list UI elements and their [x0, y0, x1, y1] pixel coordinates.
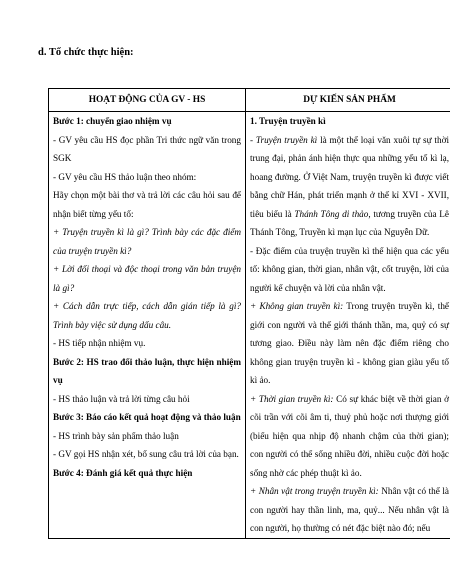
right-column-cell — [246, 112, 450, 539]
step3-line1: - HS trình bày sản phẩm thảo luận — [53, 430, 179, 441]
paragraph-4-text: Có sự khác biệt về thời gian ở cõi trần với cõi âm ti, thuỷ phủ hoặc nơi thượng giới (biểu hiện qua nhịp độ nhanh chậm của thời gian); con người có thể sống nhiều đời, nhiều cuộc đời hoặc sống nhờ các phép thuật kì ảo. — [250, 393, 449, 478]
step3-line2: - GV gọi HS nhận xét, bổ sung câu trả lời của bạn. — [53, 449, 239, 459]
table-row — [49, 112, 450, 539]
paragraph-5-text: Nhân vật có thể là con người hay thần linh, ma, quỷ... Nếu nhân vật là con người, họ thường có nét đặc biệt nào đó; nếu — [250, 486, 449, 533]
term-khong-gian: + Không gian truyền kì: — [250, 301, 344, 311]
paragraph-1-text-a: là một thể loại văn xuôi tự sự thời trung đại, phản ánh hiện thực qua những yếu tố kì lạ, hoang đường. Ở Việt Nam, truyện truyền kì được viết bằng chữ Hán, phát triển mạnh ở thế kỉ XVI - XVII, tiêu biểu là — [250, 134, 449, 219]
product-paragraph-1 — [250, 131, 449, 242]
work-title: Thánh Tông di thảo — [294, 208, 369, 219]
step4-title: Bước 4: Đánh giá kết quả thực hiện — [53, 467, 193, 478]
step2-line1: - HS thảo luận và trả lời từng câu hỏi — [53, 393, 190, 404]
term-thoi-gian: + Thời gian truyền kì: — [250, 393, 334, 404]
table-header-row — [49, 89, 450, 112]
left-column-cell — [49, 112, 246, 539]
header-teacher-student-activity: HOẠT ĐỘNG CỦA GV - HS — [49, 89, 246, 112]
step1-line4: - HS tiếp nhận nhiệm vụ. — [53, 338, 146, 348]
step2-title: Bước 2: HS trao đổi thảo luận, thực hiện nhiệm vụ — [53, 356, 241, 385]
product-paragraph-3 — [250, 297, 449, 390]
paragraph-3-text: Trong truyện truyền kì, thế giới con người và thế giới thánh thần, ma, quỷ có sự tương giao. Điều này làm nên đặc điểm riêng cho không gian truyện truyền kì - không gian giàu yếu tố kì ảo. — [250, 301, 449, 385]
product-paragraph-5 — [250, 482, 449, 538]
product-paragraph-4 — [250, 390, 449, 483]
question-1: + Truyện truyền kì là gì? Trình bày các đặc điểm của truyện truyền kì? — [53, 227, 241, 256]
product-title: 1. Truyện truyền kì — [250, 116, 326, 126]
section-heading: d. Tổ chức thực hiện: — [38, 47, 134, 58]
activity-table — [48, 88, 450, 539]
question-3: + Cách dẫn trực tiếp, cách dẫn gián tiếp là gì? Trình bày việc sử dụng dấu câu. — [53, 301, 241, 330]
term-nhan-vat: + Nhân vật trong truyện truyền kì: — [250, 486, 379, 496]
paragraph-1-text-b: , tương truyền của Lê Thánh Tông, Truyền kì mạn lục của Nguyễn Dữ. — [250, 208, 449, 237]
header-expected-products: DỰ KIẾN SẢN PHẨM — [246, 89, 450, 112]
step1-line1: - GV yêu cầu HS đọc phần Tri thức ngữ văn trong SGK — [53, 134, 241, 163]
step1-line2: - GV yêu cầu HS thảo luận theo nhóm: — [53, 171, 197, 182]
question-2: + Lời đối thoại và độc thoại trong văn bản truyện là gì? — [53, 264, 241, 293]
step3-title: Bước 3: Báo cáo kết quả hoạt động và thảo luận — [53, 412, 241, 422]
term-truyen-truyen-ki: - Truyện truyền kì — [250, 134, 318, 145]
step1-title: Bước 1: chuyển giao nhiệm vụ — [53, 116, 172, 126]
step1-line3: Hãy chọn một bài thơ và trả lời các câu hỏi sau để nhận biết từng yếu tố: — [53, 190, 241, 219]
product-paragraph-2: - Đặc điểm của truyện truyền kì thể hiện qua các yếu tố: không gian, thời gian, nhân vật, cốt truyện, lời của người kể chuyện và lời của nhân vật. — [250, 245, 449, 293]
